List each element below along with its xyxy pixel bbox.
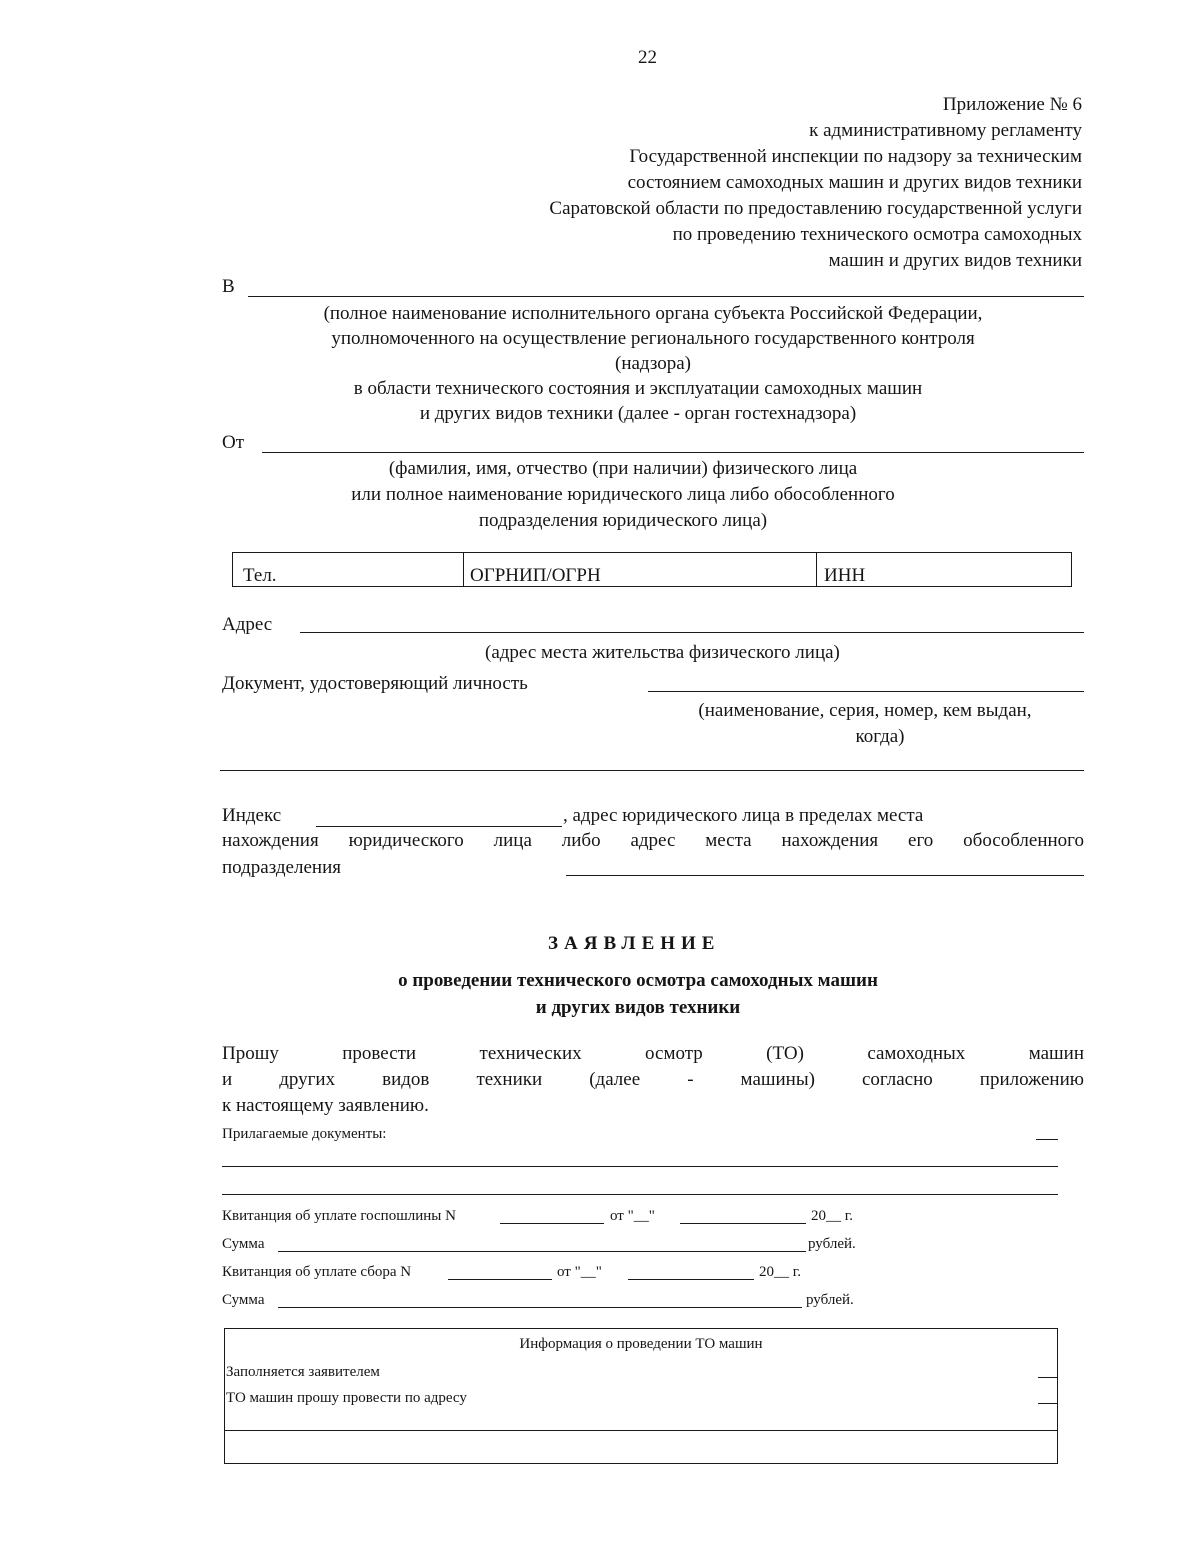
word: нахождения bbox=[222, 830, 319, 851]
appendix-line: Саратовской области по предоставлению государственной услуги bbox=[549, 198, 1082, 219]
identity-doc-input-line[interactable] bbox=[648, 691, 1084, 692]
to-hint-line: уполномоченного на осуществление регионального государственного контроля bbox=[331, 328, 975, 349]
word: его bbox=[908, 830, 934, 851]
word: (далее bbox=[589, 1069, 641, 1090]
request-line3: к настоящему заявлению. bbox=[222, 1095, 429, 1116]
subtitle-line: и других видов техники bbox=[535, 997, 741, 1018]
from-hint-line: (фамилия, имя, отчество (при наличии) физического лица bbox=[388, 458, 858, 479]
fee-receipt-label: Квитанция об уплате госпошлины N bbox=[222, 1208, 456, 1224]
word: Прошу bbox=[222, 1043, 279, 1064]
to-hint bbox=[222, 301, 1084, 426]
word: юридического bbox=[348, 830, 464, 851]
index-input-line[interactable] bbox=[316, 826, 562, 827]
contacts-divider bbox=[816, 552, 817, 587]
address-hint: (адрес места жительства физического лица) bbox=[485, 642, 840, 663]
to-hint-line: (надзора) bbox=[615, 353, 691, 374]
from-hint-line: подразделения юридического лица) bbox=[478, 510, 768, 531]
request-line2 bbox=[222, 1067, 1084, 1093]
sum1-input-line[interactable] bbox=[278, 1251, 806, 1252]
phone-cell[interactable]: Тел. bbox=[243, 565, 277, 586]
word: места bbox=[705, 830, 752, 851]
appendix-line: по проведению технического осмотра самоходных bbox=[672, 224, 1082, 245]
levy-receipt-date-line[interactable] bbox=[628, 1279, 754, 1280]
appendix-line: состоянием самоходных машин и других видов техники bbox=[627, 172, 1082, 193]
from-hint bbox=[222, 456, 1084, 534]
identity-doc-hint-line: (наименование, серия, номер, кем выдан, bbox=[698, 700, 1032, 721]
appendix-header bbox=[382, 92, 1082, 274]
info-table-address-line[interactable] bbox=[224, 1430, 1058, 1431]
word: самоходных bbox=[867, 1043, 966, 1064]
identity-doc-continuation-line[interactable] bbox=[220, 770, 1084, 771]
sum1-unit: рублей. bbox=[808, 1236, 856, 1252]
document-subtitle bbox=[222, 967, 1084, 1021]
identity-doc-hint bbox=[640, 698, 1090, 750]
info-row1-dash bbox=[1038, 1377, 1058, 1378]
word: осмотр bbox=[645, 1043, 703, 1064]
to-hint-line: и других видов техники (далее - орган гостехнадзора) bbox=[419, 403, 857, 424]
word: приложению bbox=[979, 1069, 1084, 1090]
contacts-divider bbox=[463, 552, 464, 587]
word: технических bbox=[479, 1043, 582, 1064]
word: согласно bbox=[861, 1069, 933, 1090]
to-label: В bbox=[222, 276, 235, 297]
legal-address-text: , адрес юридического лица в пределах места bbox=[563, 805, 924, 826]
from-label: От bbox=[222, 432, 245, 453]
word: либо bbox=[561, 830, 601, 851]
from-hint-line: или полное наименование юридического лица либо обособленного bbox=[351, 484, 895, 505]
levy-receipt-from: от "__" bbox=[557, 1264, 602, 1280]
levy-receipt-label: Квитанция об уплате сбора N bbox=[222, 1264, 412, 1280]
attachments-label: Прилагаемые документы: bbox=[222, 1126, 387, 1142]
legal-address-line3: подразделения bbox=[222, 857, 341, 878]
subtitle-line: о проведении технического осмотра самоходных машин bbox=[398, 970, 878, 991]
attachments-line[interactable] bbox=[222, 1166, 1058, 1167]
to-hint-line: в области технического состояния и эксплуатации самоходных машин bbox=[353, 378, 923, 399]
levy-receipt-year: 20__ г. bbox=[759, 1264, 801, 1280]
word: машин bbox=[1028, 1043, 1084, 1064]
legal-address-input-line[interactable] bbox=[566, 875, 1084, 876]
sum1-label: Сумма bbox=[222, 1236, 265, 1252]
attachments-dash bbox=[1036, 1139, 1058, 1140]
word: видов bbox=[382, 1069, 430, 1090]
word: машины) bbox=[740, 1069, 815, 1090]
fee-receipt-from: от "__" bbox=[610, 1208, 655, 1224]
address-label: Адрес bbox=[222, 614, 273, 635]
identity-doc-hint-line: когда) bbox=[855, 726, 905, 747]
word: нахождения bbox=[781, 830, 879, 851]
word: адрес bbox=[630, 830, 676, 851]
word: техники bbox=[476, 1069, 543, 1090]
info-table-row2: ТО машин прошу провести по адресу bbox=[226, 1390, 467, 1406]
address-input-line[interactable] bbox=[300, 632, 1084, 633]
request-line1 bbox=[222, 1041, 1084, 1067]
word: (ТО) bbox=[766, 1043, 804, 1064]
document-title: ЗАЯВЛЕНИЕ bbox=[548, 933, 721, 954]
info-row2-dash bbox=[1038, 1403, 1058, 1404]
appendix-line: Государственной инспекции по надзору за техническим bbox=[629, 146, 1082, 167]
fee-receipt-date-line[interactable] bbox=[680, 1223, 806, 1224]
page-number: 22 bbox=[638, 47, 657, 68]
index-label: Индекс bbox=[222, 805, 282, 826]
word: других bbox=[279, 1069, 336, 1090]
word: лица bbox=[493, 830, 532, 851]
to-input-line[interactable] bbox=[248, 296, 1084, 297]
sum2-label: Сумма bbox=[222, 1292, 265, 1308]
word: - bbox=[687, 1069, 694, 1090]
contacts-table bbox=[232, 552, 1072, 587]
sum2-input-line[interactable] bbox=[278, 1307, 802, 1308]
from-input-line[interactable] bbox=[262, 452, 1084, 453]
word: и bbox=[222, 1069, 233, 1090]
inn-cell[interactable]: ИНН bbox=[824, 565, 866, 586]
info-table-header: Информация о проведении ТО машин bbox=[519, 1336, 763, 1352]
appendix-line: к административному регламенту bbox=[809, 120, 1082, 141]
legal-address-line2 bbox=[222, 828, 1084, 854]
info-table-row1: Заполняется заявителем bbox=[226, 1364, 380, 1380]
attachments-line[interactable] bbox=[222, 1194, 1058, 1195]
identity-doc-label: Документ, удостоверяющий личность bbox=[222, 673, 528, 694]
fee-receipt-year: 20__ г. bbox=[811, 1208, 853, 1224]
levy-receipt-number-line[interactable] bbox=[448, 1279, 552, 1280]
to-hint-line: (полное наименование исполнительного органа субъекта Российской Федерации, bbox=[323, 303, 983, 324]
ogrn-cell[interactable]: ОГРНИП/ОГРН bbox=[470, 565, 601, 586]
word: провести bbox=[342, 1043, 417, 1064]
appendix-line: машин и других видов техники bbox=[828, 250, 1082, 271]
sum2-unit: рублей. bbox=[806, 1292, 854, 1308]
word: обособленного bbox=[963, 830, 1084, 851]
fee-receipt-number-line[interactable] bbox=[500, 1223, 604, 1224]
appendix-line: Приложение № 6 bbox=[942, 94, 1082, 115]
